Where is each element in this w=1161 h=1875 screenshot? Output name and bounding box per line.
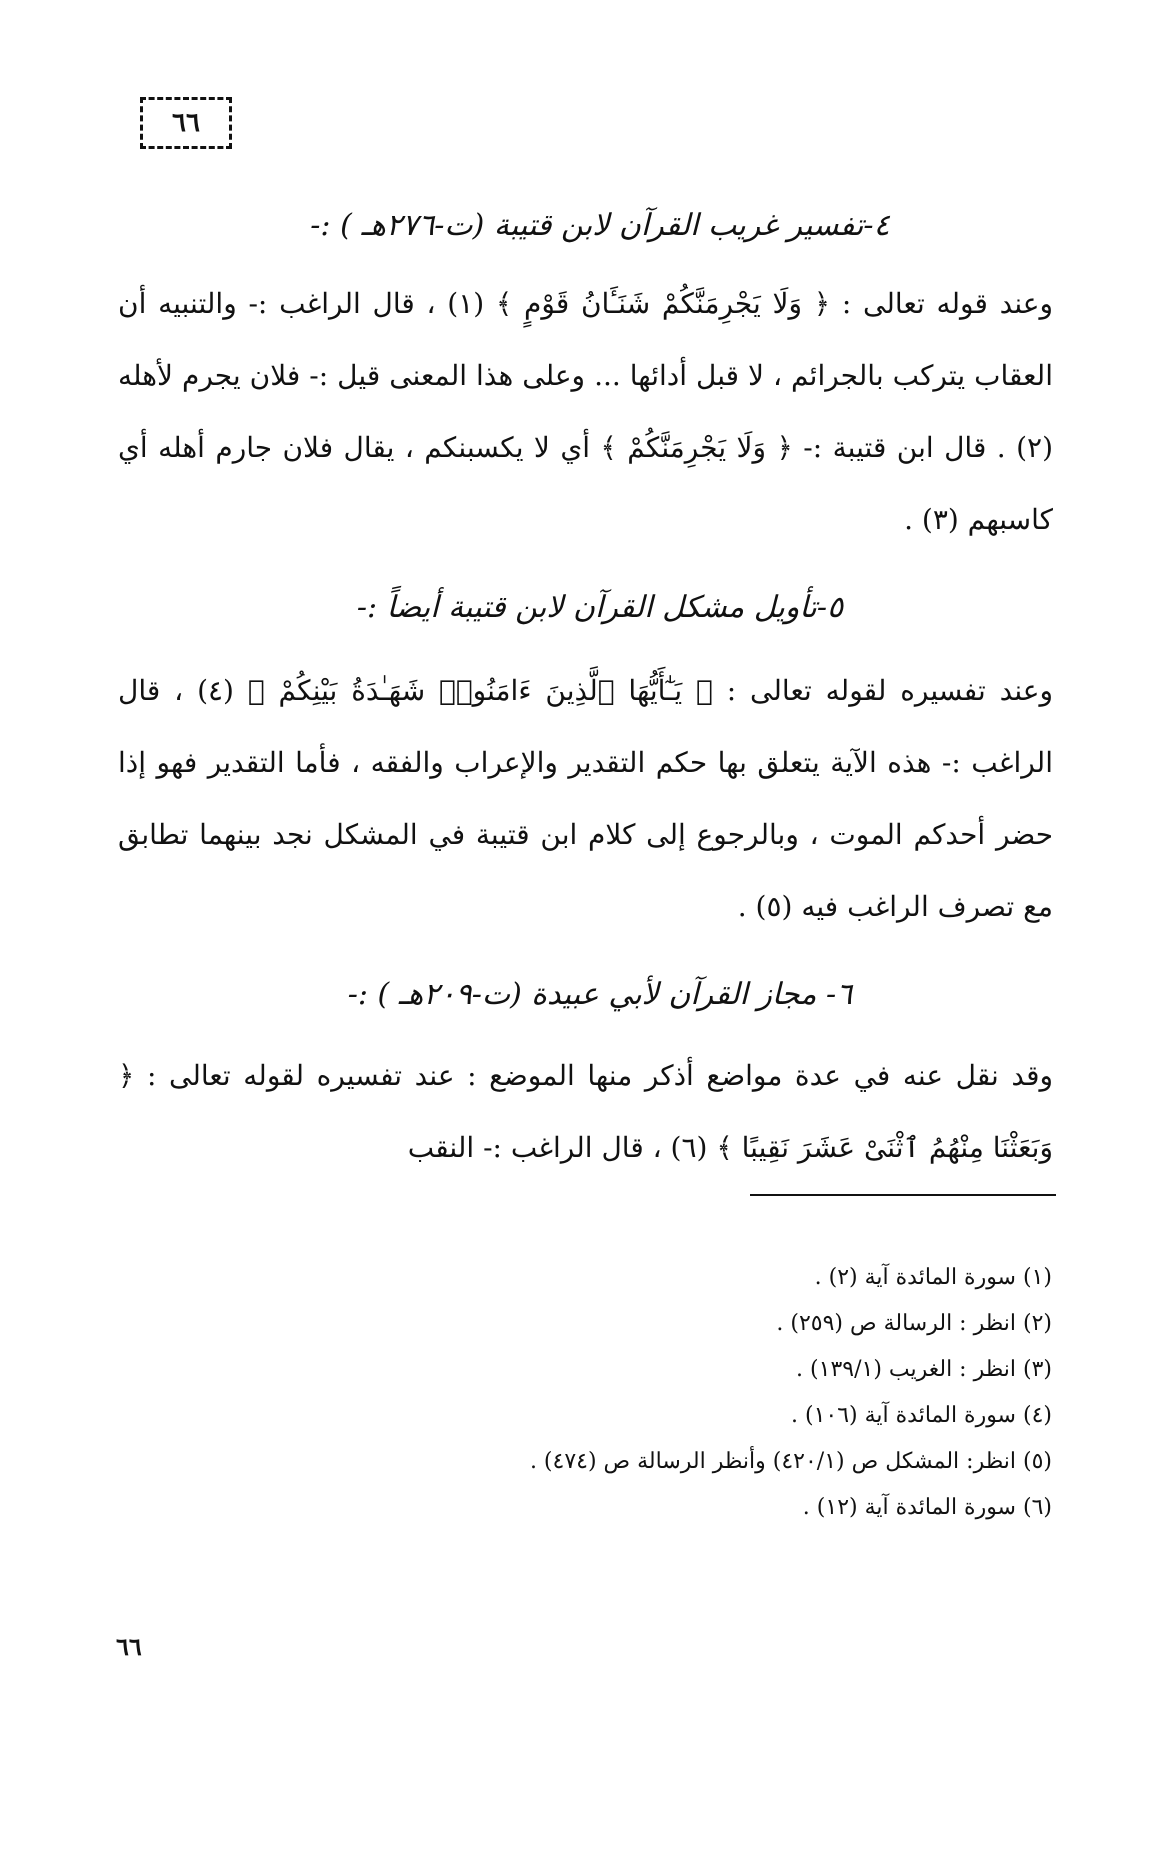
- footnote-separator: [750, 1194, 1056, 1196]
- page-number-box: [140, 97, 232, 149]
- page-number-bottom: ٦٦: [116, 1632, 142, 1661]
- section-heading-5: ٥-تأويل مشكل القرآن لابن قتيبة أيضاً :-: [356, 590, 844, 625]
- section-body-5: [118, 655, 1053, 943]
- section-heading-4: ٤-تفسير غريب القرآن لابن قتيبة (ت-٢٧٦هـ ) :-: [310, 208, 890, 243]
- footnote-3: (٣) انظر : الغريب (١٣٩/١) .: [796, 1357, 1052, 1382]
- page-number-top: ٦٦: [172, 108, 200, 138]
- footnote-1: (١) سورة المائدة آية (٢) .: [814, 1265, 1052, 1290]
- footnote-2: (٢) انظر : الرسالة ص (٢٥٩) .: [776, 1311, 1052, 1336]
- paragraph: وعند قوله تعالى : ﴿ وَلَا يَجْرِمَنَّكُمْ شَنَـَٔانُ قَوْمٍ ﴾ (١) ، قال الراغب :- والتنبيه أن العقاب يتركب بالجرائم ، لا قبل أدائها ... وعلى هذا المعنى قيل :- فلان يجرم لأهله (٢) . قال ابن قتيبة :- ﴿ وَلَا يَجْرِمَنَّكُمْ ﴾ أي لا يكسبنكم ، يقال فلان جارم أهله أي كاسبهم (٣) .: [118, 287, 1053, 536]
- paragraph: وعند تفسيره لقوله تعالى : ﴿ يَـٰٓأَيُّهَا ٱلَّذِينَ ءَامَنُوا۟ شَهَـٰدَةُ بَيْنِكُمْ ﴾ (٤) ، قال الراغب :- هذه الآية يتعلق بها حكم التقدير والإعراب والفقه ، فأما التقدير فهو إذا حضر أحدكم الموت ، وبالرجوع إلى كلام ابن قتيبة في المشكل نجد بينهما تطابق مع تصرف الراغب فيه (٥) .: [118, 674, 1053, 923]
- footnote-4: (٤) سورة المائدة آية (١٠٦) .: [790, 1403, 1052, 1428]
- footnote-5: (٥) انظر: المشكل ص (٤٢٠/١) وأنظر الرسالة ص (٤٧٤) .: [529, 1449, 1052, 1474]
- section-body-6: [118, 1040, 1053, 1184]
- footnotes: [300, 1255, 1052, 1531]
- section-body-4: [118, 268, 1053, 556]
- section-heading-6: ٦- مجاز القرآن لأبي عبيدة (ت-٢٠٩هـ ) :-: [347, 977, 853, 1012]
- footnote-6: (٦) سورة المائدة آية (١٢) .: [802, 1495, 1052, 1520]
- paragraph: وقد نقل عنه في عدة مواضع أذكر منها الموضع : عند تفسيره لقوله تعالى : ﴿ وَبَعَثْنَا مِنْهُمُ ٱثْنَىْ عَشَرَ نَقِيبًا ﴾ (٦) ، قال الراغب :- النقب: [118, 1059, 1053, 1164]
